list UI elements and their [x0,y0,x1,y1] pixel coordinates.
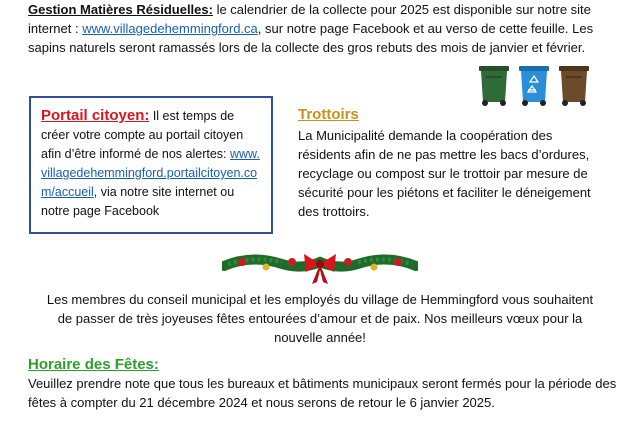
holiday-schedule-title: Horaire des Fêtes: [28,356,159,373]
sidewalks-section [298,105,598,221]
citizen-portal-box [29,96,273,234]
holiday-wishes: Les membres du conseil municipal et les employés du village de Hemmingford vous souhaitent de passer de très joyeuses fêtes entourées d’amour et de paix. Nos meilleurs vœux pour la nouvelle année! [46,292,594,345]
portal-text-end: , via notre site internet ou notre page Facebook [41,185,235,218]
sidewalks-text: La Municipalité demande la coopération des résidents afin de ne pas mettre les bacs d’ordures, recyclage ou compost sur le trottoir par mesure de sécurité pour les piétons et faciliter le déneigement des trottoirs. [298,128,591,219]
holiday-schedule-section [28,355,628,412]
recycling-bin-icon [519,66,549,106]
website-link[interactable]: www.villagedehemmingford.ca [82,21,258,36]
waste-text-start: le calendrier de la collecte pour 2025 est disponible sur notre site internet : [28,2,591,36]
waste-management-section [28,0,618,57]
citizen-portal-text [41,106,263,221]
portal-link[interactable]: www.villagedehemmingford.portailcitoyen.com/accueil [41,147,260,199]
christmas-garland-icon [222,240,418,286]
holiday-schedule-text: Veuillez prendre note que tous les bureaux et bâtiments municipaux seront fermés pour la période des fêtes à compter du 21 décembre 2024 et nous serons de retour le 6 janvier 2025. [28,376,617,410]
portal-text-start: Il est temps de créer votre compte au portail citoyen afin d’être informé de nos alertes: [41,109,244,161]
waste-management-title: Gestion Matières Résiduelles: [28,2,213,17]
waste-text-end: , sur notre page Facebook et au verso de cette feuille. Les sapins naturels seront ramassés lors de la collecte des gros rebuts des mois de janvier et février. [28,21,594,55]
garbage-bin-icon [479,66,509,106]
sidewalks-title: Trottoirs [298,106,359,123]
waste-bins-icon [476,62,594,106]
citizen-portal-title: Portail citoyen: [41,107,150,124]
compost-bin-icon [559,66,589,106]
